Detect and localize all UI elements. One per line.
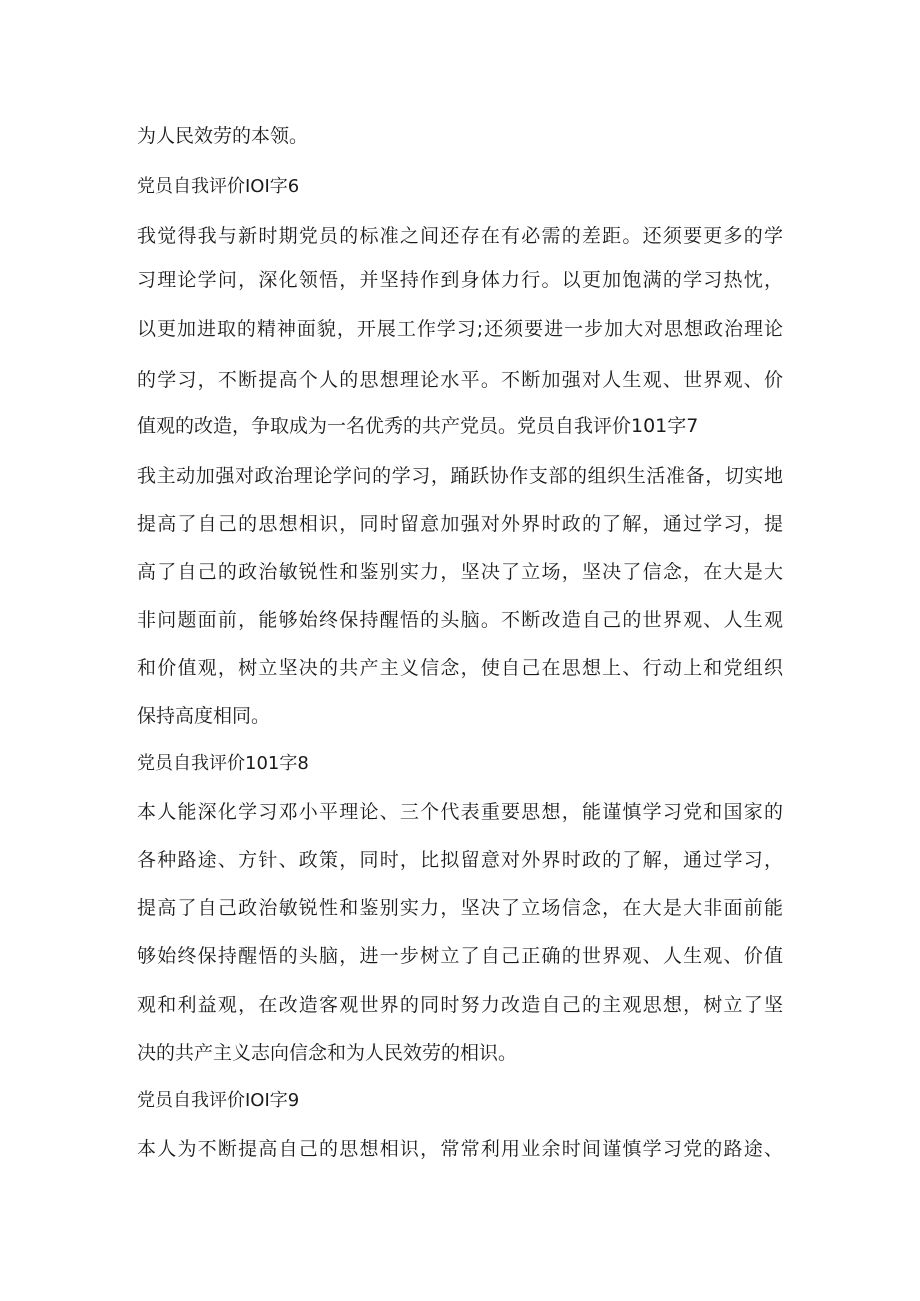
text-line: 我主动加强对政治理论学问的学习，踊跃协作支部的组织生活准备，切实地 xyxy=(137,465,783,487)
text-line: 为人民效劳的本领。 xyxy=(137,125,309,147)
text-line: 的学习，不断提高个人的思想理论水平。不断加强对人生观、世界观、价 xyxy=(137,369,783,391)
section-heading: 党员自我评价101字8 xyxy=(137,753,309,774)
text-line: 值观的改造，争取成为一名优秀的共产党员。党员自我评价101字7 xyxy=(137,415,699,437)
section-heading: 党员自我评价IOI字6 xyxy=(137,176,300,197)
text-line: 我觉得我与新时期党员的标准之间还存在有必需的差距。还须要更多的学 xyxy=(137,225,783,247)
text-line: 提高了自己的思想相识，同时留意加强对外界时政的了解，通过学习，提 xyxy=(137,513,783,535)
text-line: 习理论学问，深化领悟，并坚持作到身体力行。以更加饱满的学习热忱， xyxy=(137,269,783,291)
text-line: 够始终保持醒悟的头脑，进一步树立了自己正确的世界观、人生观、价值 xyxy=(137,945,783,967)
text-line: 本人为不断提高自己的思想相识，常常利用业余时间谨慎学习党的路途、 xyxy=(137,1138,783,1160)
text-line: 观和利益观，在改造客观世界的同时努力改造自己的主观思想，树立了坚 xyxy=(137,994,783,1016)
text-line: 以更加进取的精神面貌，开展工作学习;还须要进一步加大对思想政治理论 xyxy=(137,318,783,340)
text-line: 各种路途、方针、政策，同时，比拟留意对外界时政的了解，通过学习， xyxy=(137,849,783,871)
text-line: 提高了自己政治敏锐性和鉴别实力，坚决了立场信念，在大是大非面前能 xyxy=(137,897,783,919)
section-heading: 党员自我评价IOI字9 xyxy=(137,1090,300,1111)
text-line: 和价值观，树立坚决的共产主义信念，使自己在思想上、行动上和党组织 xyxy=(137,657,783,679)
text-line: 保持高度相同。 xyxy=(137,705,271,727)
text-line: 本人能深化学习邓小平理论、三个代表重要思想，能谨慎学习党和国家的 xyxy=(137,801,783,823)
text-line: 非问题面前，能够始终保持醒悟的头脑。不断改造自己的世界观、人生观 xyxy=(137,609,783,631)
text-line: 决的共产主义志向信念和为人民效劳的相识。 xyxy=(137,1042,518,1064)
text-line: 高了自己的政治敏锐性和鉴别实力，坚决了立场，坚决了信念，在大是大 xyxy=(137,561,783,583)
